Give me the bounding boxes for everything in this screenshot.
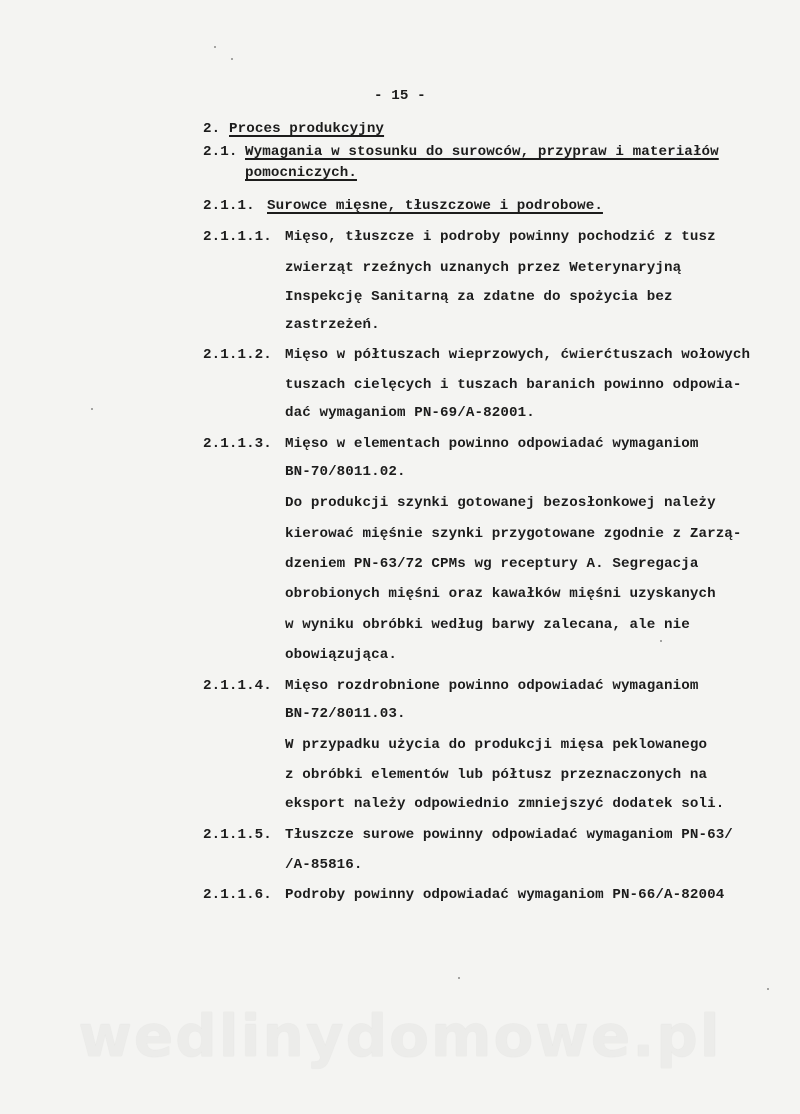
scan-speck xyxy=(91,408,93,410)
item-line: obrobionych mięśni oraz kawałków mięśni uzyskanych xyxy=(285,586,716,602)
item-line: Tłuszcze surowe powinny odpowiadać wymaganiom PN-63/ xyxy=(285,827,733,843)
item-line: Podroby powinny odpowiadać wymaganiom PN-66/A-82004 xyxy=(285,887,725,903)
item-number: 2.1.1.4. xyxy=(203,678,272,694)
item-number: 2.1.1.3. xyxy=(203,436,272,452)
scan-speck xyxy=(231,58,233,60)
section-title: Proces produkcyjny xyxy=(229,121,385,137)
item-line: Mięso rozdrobnione powinno odpowiadać wymaganiom xyxy=(285,678,699,694)
item-line: tuszach cielęcych i tuszach baranich powinno odpowia- xyxy=(285,377,742,393)
scan-speck xyxy=(214,46,216,48)
item-line: zastrzeżeń. xyxy=(285,317,380,333)
item-line: BN-70/8011.02. xyxy=(285,464,406,480)
subsection-number: 2.1. xyxy=(203,144,238,160)
item-line: Mięso, tłuszcze i podroby powinny pochodzić z tusz xyxy=(285,229,716,245)
item-line: w wyniku obróbki według barwy zalecana, ale nie xyxy=(285,617,690,633)
item-line: W przypadku użycia do produkcji mięsa peklowanego xyxy=(285,737,708,753)
scan-speck xyxy=(767,988,769,990)
item-line: eksport należy odpowiednio zmniejszyć dodatek soli. xyxy=(285,796,725,812)
subsection-title-cont: pomocniczych. xyxy=(245,165,357,181)
subsection-title: Wymagania w stosunku do surowców, przypraw i materiałów xyxy=(245,144,719,160)
page-number: - 15 - xyxy=(374,88,426,104)
item-line: dać wymaganiom PN-69/A-82001. xyxy=(285,405,535,421)
item-line: dzeniem PN-63/72 CPMs wg receptury A. Segregacja xyxy=(285,556,699,572)
item-line: Mięso w elementach powinno odpowiadać wymaganiom xyxy=(285,436,699,452)
item-line: BN-72/8011.03. xyxy=(285,706,406,722)
item-line: obowiązująca. xyxy=(285,647,397,663)
item-number: 2.1.1.1. xyxy=(203,229,272,245)
section-number: 2. xyxy=(203,121,221,137)
item-line: Mięso w półtuszach wieprzowych, ćwierćtuszach wołowych xyxy=(285,347,751,363)
item-line: z obróbki elementów lub półtusz przeznaczonych na xyxy=(285,767,708,783)
item-line: Do produkcji szynki gotowanej bezosłonkowej należy xyxy=(285,495,716,511)
item-line: kierować mięśnie szynki przygotowane zgodnie z Zarzą- xyxy=(285,526,742,542)
subsubsection-title: Surowce mięsne, tłuszczowe i podrobowe. xyxy=(267,198,603,214)
item-number: 2.1.1.2. xyxy=(203,347,272,363)
item-number: 2.1.1.6. xyxy=(203,887,272,903)
item-number: 2.1.1.5. xyxy=(203,827,272,843)
item-line: /A-85816. xyxy=(285,857,363,873)
watermark: wedlinydomowe.pl xyxy=(78,1002,722,1070)
item-line: zwierząt rzeźnych uznanych przez Weterynaryjną xyxy=(285,260,682,276)
item-line: Inspekcję Sanitarną za zdatne do spożycia bez xyxy=(285,289,673,305)
scan-speck xyxy=(660,640,662,642)
subsubsection-number: 2.1.1. xyxy=(203,198,255,214)
scan-speck xyxy=(458,977,460,979)
